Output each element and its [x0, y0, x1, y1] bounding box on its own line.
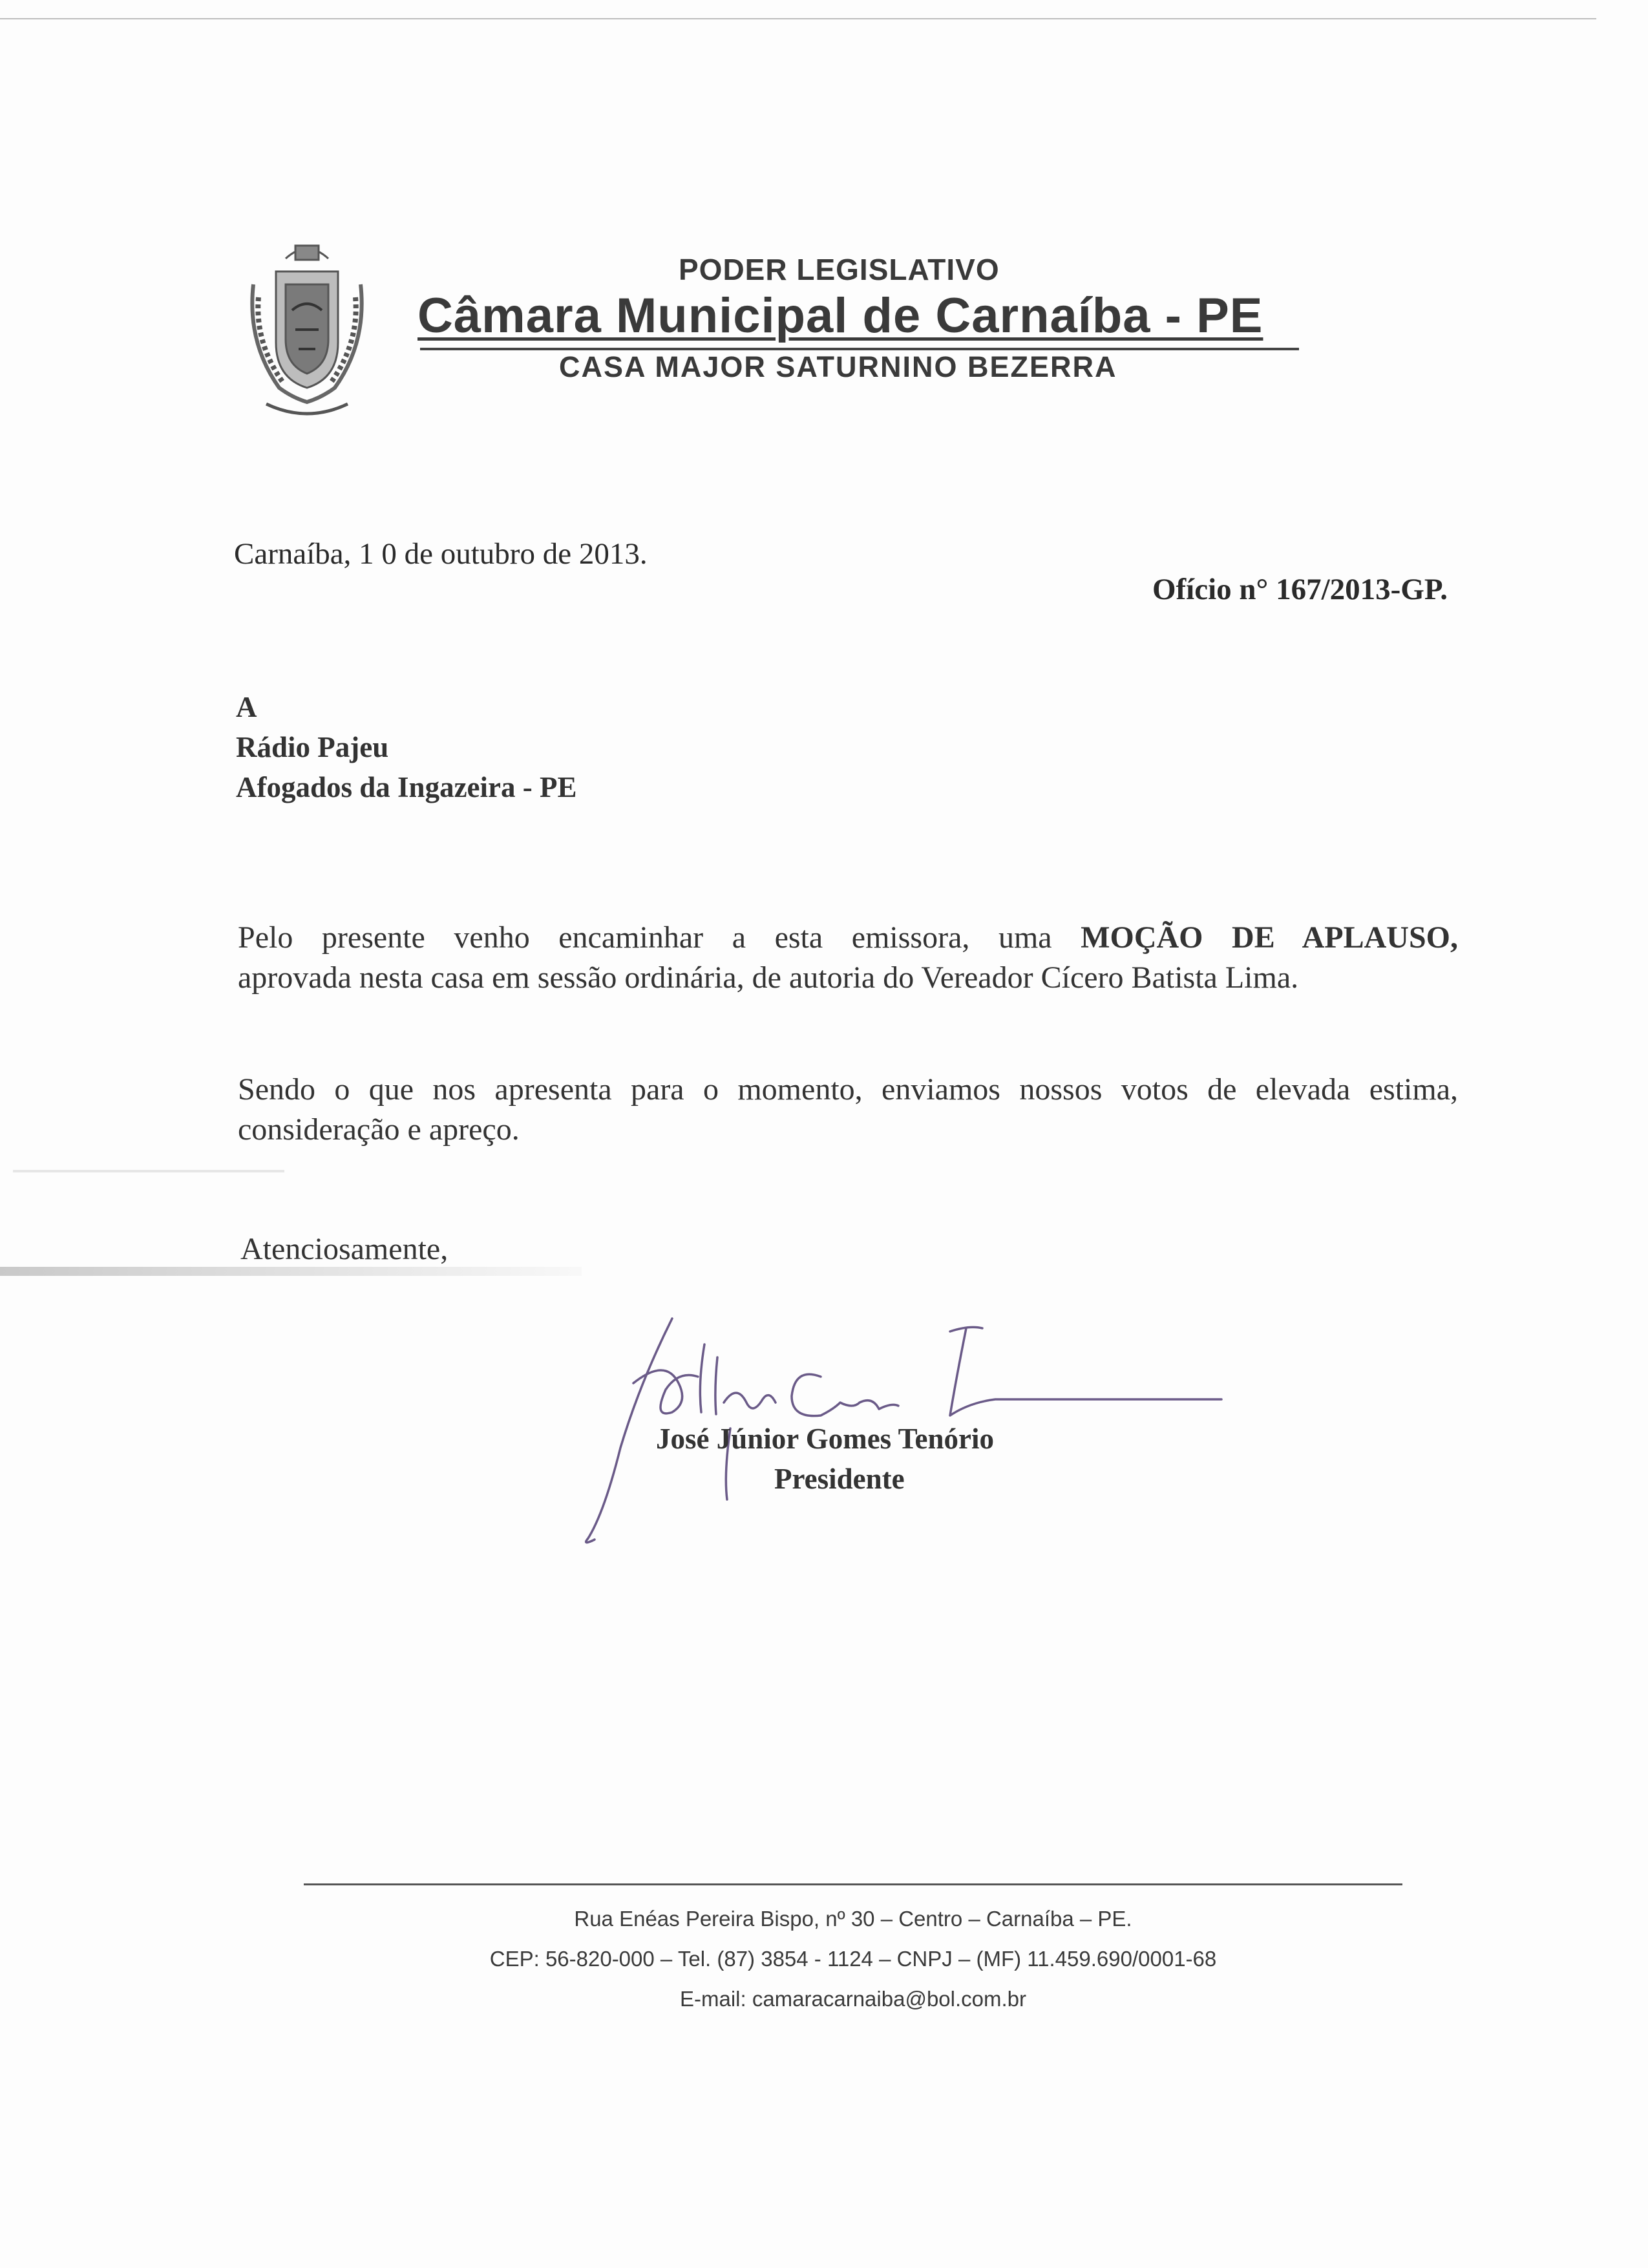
letter-date: Carnaíba, 1 0 de outubro de 2013. — [234, 537, 648, 571]
coat-of-arms-icon — [240, 233, 374, 420]
footer-contact: CEP: 56-820-000 – Tel. (87) 3854 - 1124 – CNPJ – (MF) 11.459.690/0001-68 — [489, 1947, 1217, 1971]
body-paragraph-2 — [238, 1070, 1458, 1150]
body-paragraph-1 — [238, 918, 1458, 998]
letter-reference: Ofício n° 167/2013-GP. — [1152, 573, 1448, 606]
paragraph-text: Pelo presente venho encaminhar a esta emissora, uma — [238, 920, 1081, 955]
footer-email: E-mail: camaracarnaiba@bol.com.br — [679, 1987, 1027, 2011]
paragraph-line: Sendo o que nos apresenta para o momento, enviamos nossos votos de elevada estima, — [238, 1072, 1458, 1107]
recipient-prefix: A — [236, 691, 257, 723]
scan-edge-line — [0, 18, 1596, 19]
paragraph-line: consideração e apreço. — [238, 1112, 520, 1147]
recipient-name: Rádio Pajeu — [236, 731, 389, 763]
signer-name: José Júnior Gomes Tenório — [656, 1423, 994, 1455]
letterhead-house: CASA MAJOR SATURNINO BEZERRA — [559, 350, 1117, 383]
recipient-location: Afogados da Ingazeira - PE — [236, 771, 577, 803]
scan-artifact — [0, 1267, 582, 1276]
letterhead-institution: Câmara Municipal de Carnaíba - PE — [417, 288, 1263, 343]
signer-role: Presidente — [774, 1463, 905, 1495]
motion-emphasis: MOÇÃO DE APLAUSO, — [1081, 920, 1459, 955]
closing-salutation: Atenciosamente, — [240, 1232, 449, 1266]
scan-artifact — [13, 1170, 284, 1172]
footer-divider — [304, 1883, 1402, 1885]
letterhead-power: PODER LEGISLATIVO — [679, 253, 1000, 286]
paragraph-line: aprovada nesta casa em sessão ordinária, de autoria do Vereador Cícero Batista Lima. — [238, 960, 1299, 995]
paragraph-line — [238, 918, 1458, 958]
footer-address: Rua Enéas Pereira Bispo, nº 30 – Centro – Carnaíba – PE. — [574, 1907, 1132, 1931]
